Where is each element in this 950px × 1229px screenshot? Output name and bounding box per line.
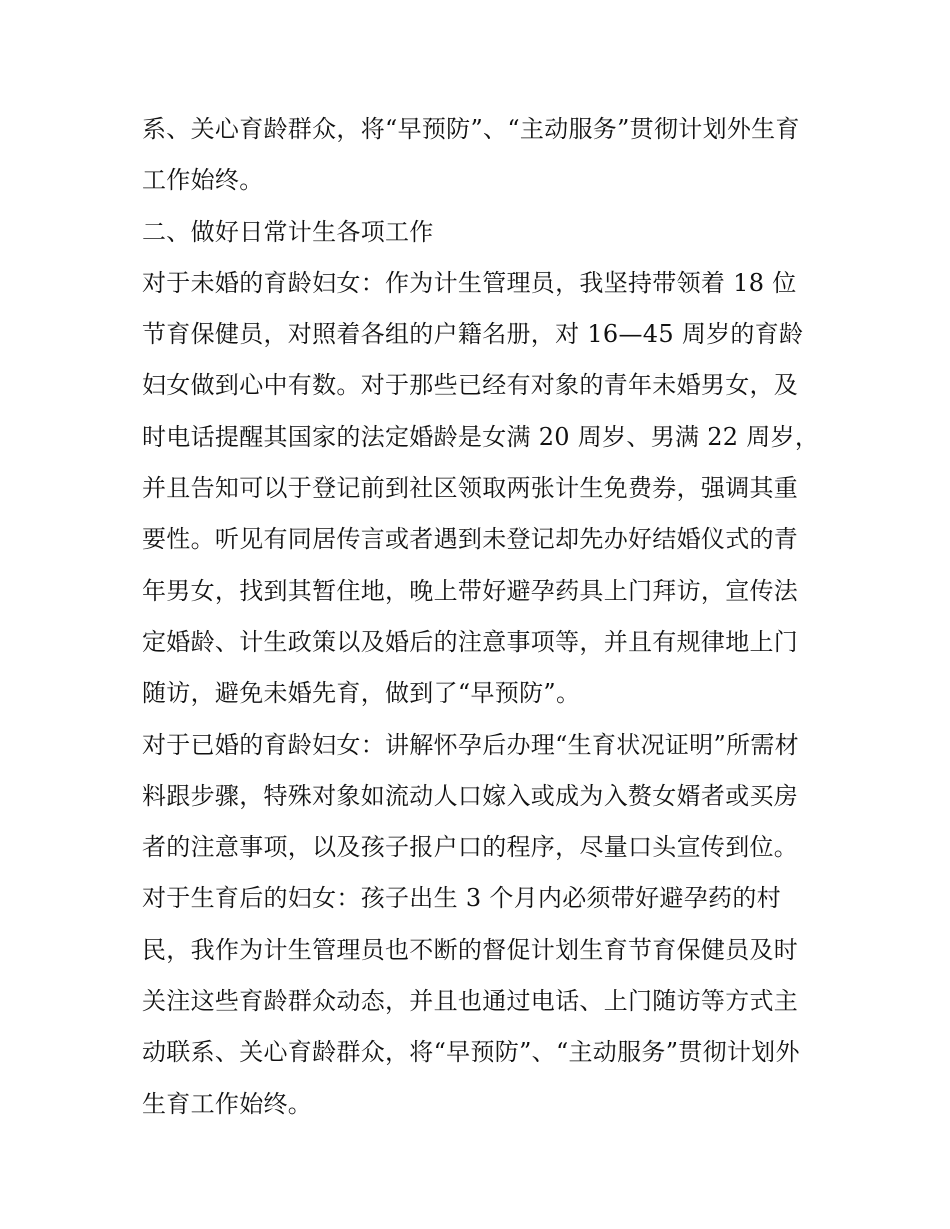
text-line: 要性。听见有同居传言或者遇到未登记却先办好结婚仪式的青 — [142, 525, 799, 554]
text-line: 生育工作始终。 — [142, 1089, 313, 1118]
text-line: 妇女做到心中有数。对于那些已经有对象的青年未婚男女，及 — [142, 371, 799, 400]
text-line: 年男女，找到其暂住地，晚上带好避孕药具上门拜访，宣传法 — [142, 576, 799, 605]
text-line: 时电话提醒其国家的法定婚龄是女满 20 周岁、男满 22 周岁， — [142, 422, 820, 451]
text-line: 对于未婚的育龄妇女：作为计生管理员，我坚持带领着 18 位 — [142, 268, 797, 297]
text-line: 民，我作为计生管理员也不断的督促计划生育节育保健员及时 — [142, 935, 799, 964]
text-line: 并且告知可以于登记前到社区领取两张计生免费券，强调其重 — [142, 474, 799, 503]
text-line: 动联系、关心育龄群众，将“早预防”、“主动服务”贯彻计划外 — [142, 1038, 800, 1067]
text-line: 关注这些育龄群众动态，并且也通过电话、上门随访等方式主 — [142, 987, 799, 1016]
text-line: 料跟步骤，特殊对象如流动人口嫁入或成为入赘女婿者或买房 — [142, 781, 799, 810]
document-body — [142, 104, 820, 1130]
text-line: 节育保健员，对照着各组的户籍名册，对 16—45 周岁的育龄 — [142, 320, 804, 349]
text-line: 定婚龄、计生政策以及婚后的注意事项等，并且有规律地上门 — [142, 627, 799, 656]
text-line: 系、关心育龄群众，将“早预防”、“主动服务”贯彻计划外生育 — [142, 115, 800, 143]
text-line: 对于已婚的育龄妇女：讲解怀孕后办理“生育状况证明”所需材 — [142, 730, 799, 759]
text-line: 工作始终。 — [142, 166, 264, 195]
text-line: 者的注意事项，以及孩子报户口的程序，尽量口头宣传到位。 — [142, 833, 799, 862]
text-line: 随访，避免未婚先育，做到了“早预防”。 — [142, 679, 581, 708]
text-line: 对于生育后的妇女：孩子出生 3 个月内必须带好避孕药的村 — [142, 884, 781, 913]
section-heading: 二、做好日常计生各项工作 — [142, 217, 434, 246]
